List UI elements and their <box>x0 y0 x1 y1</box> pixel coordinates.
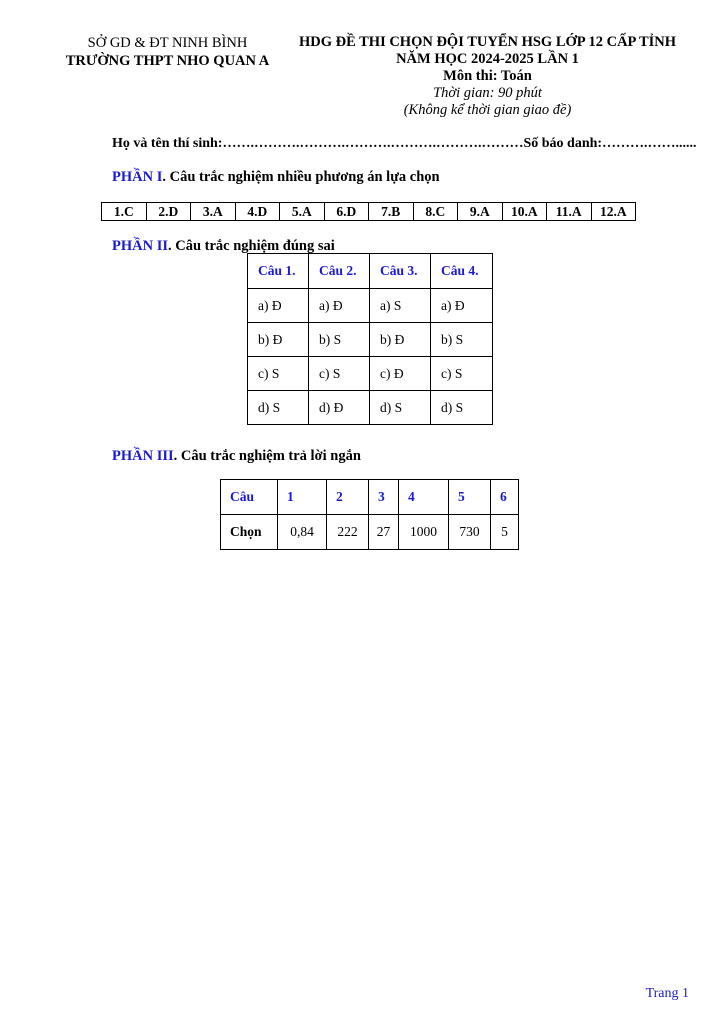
table-row <box>102 203 636 221</box>
page-number: Trang 1 <box>645 986 689 1001</box>
answer-cell: 7.B <box>369 203 414 221</box>
part3-heading <box>112 448 361 465</box>
answer-cell: 3.A <box>191 203 236 221</box>
part2-title: . Câu trắc nghiệm đúng sai <box>168 238 335 254</box>
part3-label: PHẦN III <box>112 448 174 464</box>
column-header: Câu 3. <box>370 254 431 289</box>
answer-cell: 4.D <box>235 203 280 221</box>
answer-cell: d) S <box>370 391 431 425</box>
part1-answer-table <box>101 202 636 221</box>
answer-cell: 1.C <box>102 203 147 221</box>
answer-cell: d) S <box>248 391 309 425</box>
column-header: Câu 1. <box>248 254 309 289</box>
answer-cell: 0,84 <box>278 515 327 550</box>
school-header <box>55 34 280 70</box>
exam-time: Thời gian: 90 phút <box>433 85 542 101</box>
exam-time-note: (Không kể thời gian giao đề) <box>403 102 572 118</box>
exam-subject: Môn thi: Toán <box>443 68 532 84</box>
table-header-row <box>221 480 519 515</box>
school-name: TRƯỜNG THPT NHO QUAN A <box>65 53 270 69</box>
answer-cell: 6.D <box>324 203 369 221</box>
table-header-row <box>248 254 493 289</box>
answer-cell: 8.C <box>413 203 458 221</box>
answer-cell: c) Đ <box>370 357 431 391</box>
table-row <box>248 357 493 391</box>
answer-cell: 1000 <box>399 515 449 550</box>
department-name: SỞ GD & ĐT NINH BÌNH <box>87 35 248 51</box>
answer-cell: d) Đ <box>309 391 370 425</box>
school-year: NĂM HỌC 2024-2025 LẦN 1 <box>396 51 579 67</box>
column-header: Câu 2. <box>309 254 370 289</box>
answer-cell: b) S <box>309 323 370 357</box>
column-header: Câu 4. <box>431 254 493 289</box>
column-header: 5 <box>449 480 491 515</box>
table-row <box>248 289 493 323</box>
answer-cell: 27 <box>369 515 399 550</box>
answer-cell: c) S <box>431 357 493 391</box>
part1-heading <box>112 169 440 186</box>
answer-cell: 730 <box>449 515 491 550</box>
column-header: 4 <box>399 480 449 515</box>
column-header: 1 <box>278 480 327 515</box>
part2-label: PHẦN II <box>112 238 168 254</box>
answer-cell: b) S <box>431 323 493 357</box>
answer-cell: b) Đ <box>370 323 431 357</box>
answer-cell: a) Đ <box>248 289 309 323</box>
answer-cell: 5.A <box>280 203 325 221</box>
student-info-line: Họ và tên thí sinh:…….……….……….……….……….……….………Số báo danh:……….……...... <box>112 136 697 151</box>
answer-cell: c) S <box>309 357 370 391</box>
answer-cell: 2.D <box>146 203 191 221</box>
part1-label: PHẦN I <box>112 169 163 185</box>
part1-title: . Câu trắc nghiệm nhiều phương án lựa chọn <box>162 169 440 185</box>
answer-cell: 11.A <box>547 203 592 221</box>
part3-title: . Câu trắc nghiệm trả lời ngắn <box>173 448 361 464</box>
answer-cell: c) S <box>248 357 309 391</box>
answer-cell: a) S <box>370 289 431 323</box>
answer-cell: a) Đ <box>431 289 493 323</box>
column-header: 2 <box>327 480 369 515</box>
row-header: Câu <box>221 480 278 515</box>
answer-cell: 10.A <box>502 203 547 221</box>
answer-cell: d) S <box>431 391 493 425</box>
answer-cell: b) Đ <box>248 323 309 357</box>
column-header: 6 <box>491 480 519 515</box>
answer-cell: 5 <box>491 515 519 550</box>
exam-header <box>290 34 685 119</box>
answer-cell: 12.A <box>591 203 636 221</box>
row-header: Chọn <box>221 515 278 550</box>
column-header: 3 <box>369 480 399 515</box>
table-row <box>248 323 493 357</box>
part3-answer-table <box>220 479 519 550</box>
exam-title: HDG ĐỀ THI CHỌN ĐỘI TUYỂN HSG LỚP 12 CẤP TỈNH <box>298 34 677 50</box>
part2-answer-table <box>247 253 493 425</box>
answer-cell: a) Đ <box>309 289 370 323</box>
answer-cell: 222 <box>327 515 369 550</box>
table-row <box>221 515 519 550</box>
answer-cell: 9.A <box>458 203 503 221</box>
table-row <box>248 391 493 425</box>
